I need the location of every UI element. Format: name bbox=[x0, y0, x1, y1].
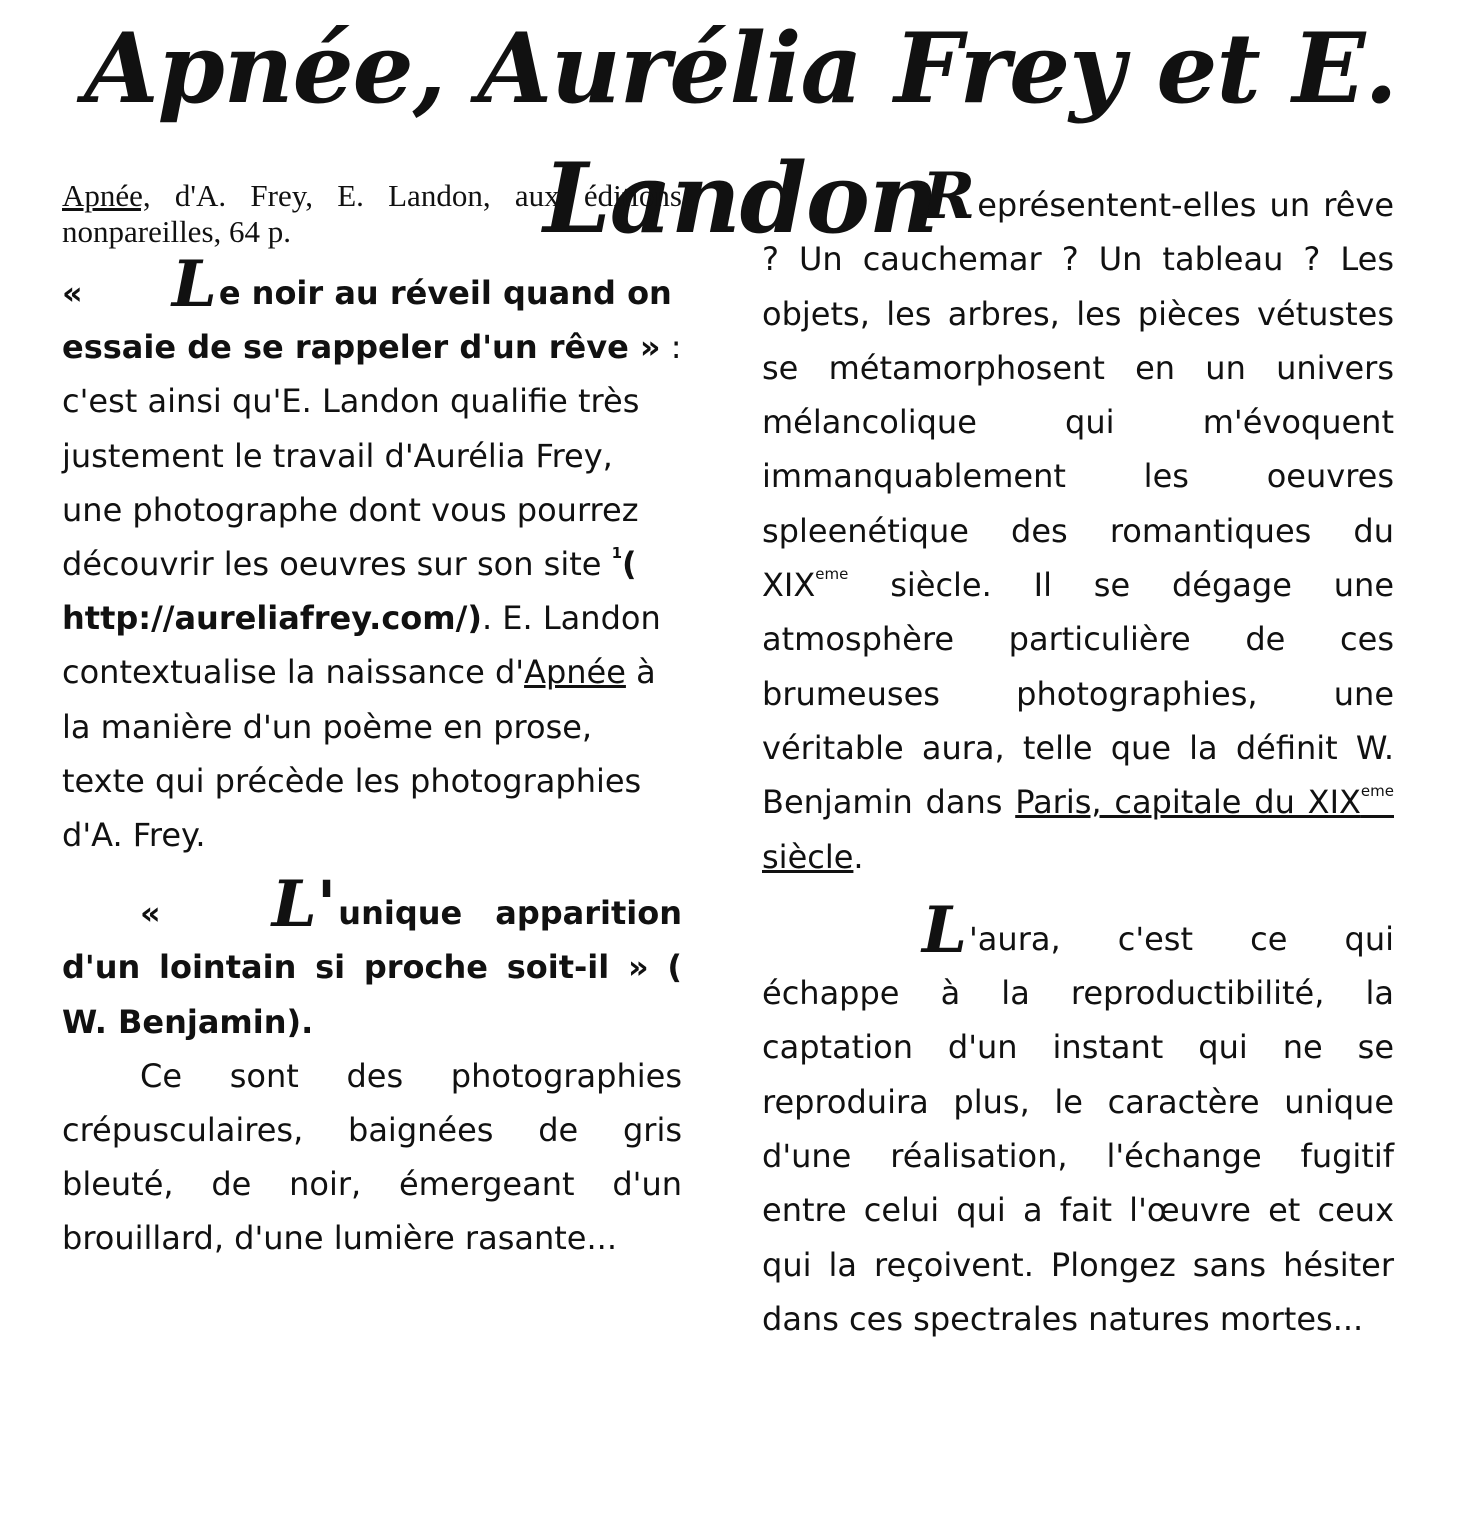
intro-text-end: à la manière d'un poème en prose, texte qui précède les photographies d'A. Frey. bbox=[62, 653, 656, 855]
ref-title-text-end: siècle bbox=[762, 837, 854, 876]
quote-open-mark: « bbox=[62, 274, 94, 312]
left-column bbox=[62, 178, 682, 1266]
drop-cap: L bbox=[171, 247, 217, 322]
ref-title-text: Paris, capitale du XIX bbox=[1015, 783, 1361, 822]
period: . bbox=[853, 837, 864, 876]
book-reference bbox=[62, 178, 682, 250]
superscript: eme bbox=[815, 565, 849, 584]
aura-paragraph bbox=[762, 892, 1394, 1346]
drop-cap: L' bbox=[271, 867, 337, 943]
paren-open: ( bbox=[622, 545, 637, 584]
book-title: Apnée, bbox=[62, 178, 151, 213]
site-link[interactable]: http://aureliafrey.com/) bbox=[62, 599, 482, 638]
dream-paragraph bbox=[762, 159, 1394, 884]
dream-text-cont: siècle. Il se dégage une atmosphère particulière de ces brumeuses photographies, une véritable aura, telle que la définit W. Benjamin dans bbox=[762, 566, 1394, 822]
footnote-mark: 1 bbox=[611, 544, 623, 563]
dream-text: eprésentent-elles un rêve ? Un cauchemar ? Un tableau ? Les objets, les arbres, les pièces vétustes se métamorphosent en un univers mélancolique qui m'évoquent immanquablement les oeuvres spleenétique des romantiques du XIX bbox=[762, 186, 1394, 605]
quote-text: unique apparition d'un lointain si proche soit-il » ( W. Benjamin). bbox=[62, 894, 682, 1041]
intro-text-cont: . E. Landon contextualise la naissance d' bbox=[62, 599, 661, 692]
intro-text: : c'est ainsi qu'E. Landon qualifie très justement le travail d'Aurélia Frey, une photographe dont vous pourrez découvrir les oeuvres sur son site bbox=[62, 328, 682, 584]
aura-text: 'aura, c'est ce qui échappe à la reproductibilité, la captation d'un instant qui ne se reproduira plus, le caractère unique d'une réalisation, l'échange fugitif entre celui qui a fait l'œuvre et ceux qui la reçoivent. Plongez sans hésiter dans ces spectrales natures mortes... bbox=[762, 919, 1394, 1338]
epigraph-quote bbox=[62, 247, 672, 367]
book-info: d'A. Frey, E. Landon, aux éditions nonpareilles, 64 p. bbox=[62, 178, 682, 249]
superscript: eme bbox=[1360, 782, 1394, 801]
article-title: Apnée, Aurélia Frey et E. Landon bbox=[84, 12, 1397, 255]
drop-cap: R bbox=[922, 159, 976, 234]
drop-cap: L bbox=[922, 892, 967, 968]
benjamin-quote bbox=[62, 867, 682, 1049]
quote-open-mark: « bbox=[140, 894, 194, 933]
intro-paragraph bbox=[62, 328, 682, 854]
book-title-ref: Apnée bbox=[524, 653, 626, 692]
quote-text: e noir au réveil quand on essaie de se rappeler d'un rêve » bbox=[62, 274, 672, 367]
right-column bbox=[762, 159, 1394, 1346]
description-paragraph: Ce sont des photographies crépusculaires, baignées de gris bleuté, de noir, émergeant d'un brouillard, d'une lumière rasante... bbox=[62, 1056, 682, 1258]
